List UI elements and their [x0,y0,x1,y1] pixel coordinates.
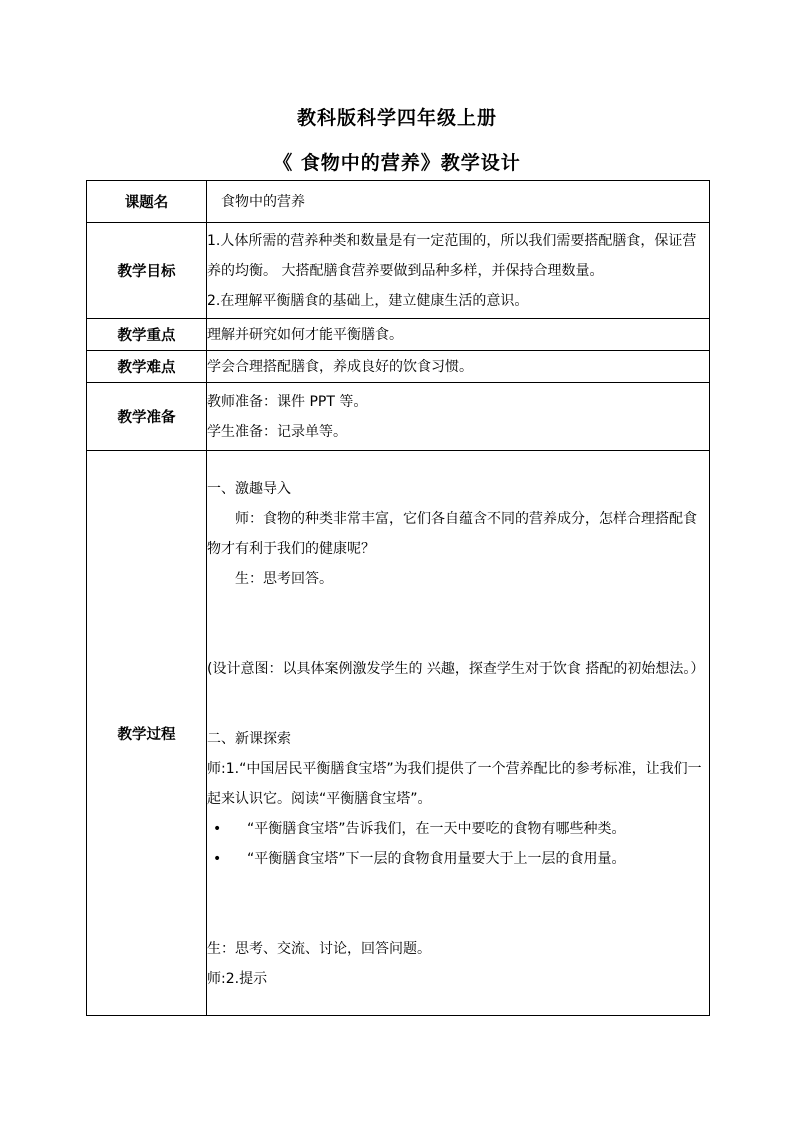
bullet-text: “平衡膳食宝塔”下一层的食物食用量要大于上一层的食用量。 [247,851,626,867]
student-discussion: 生：思考、交流、讨论，回答问题。 [207,941,431,957]
blank-space [207,594,709,654]
row-process [87,451,710,1016]
blank-space [207,874,709,934]
difficulty-label: 教学难点 [87,351,207,383]
row-key-point [87,319,710,351]
goals-content [207,223,710,319]
bullet-item [207,814,709,844]
document-subtitle: 《 食物中的营养》教学设计 [273,152,521,174]
goal-item-2: 2.在理解平衡膳食的基础上，建立健康生活的意识。 [207,292,529,309]
bullet-item [207,844,709,874]
blank-space [207,684,709,724]
goals-label: 教学目标 [87,223,207,319]
preparation-content [207,383,710,451]
bullet-icon: • [213,851,222,867]
bullet-text: “平衡膳食宝塔”告诉我们，在一天中要吃的食物有哪些种类。 [247,821,626,837]
row-preparation [87,383,710,451]
goal-item-1: 1.人体所需的营养种类和数量是有一定范围的，所以我们需要搭配膳食，保证营养的均衡。 大搭配膳食营养要做到品种多样，并保持合理数量。 [207,232,697,279]
key-point-value: 理解并研究如何才能平衡膳食。 [207,319,710,351]
section-explore-heading: 二、新课探索 [207,731,291,747]
process-label: 教学过程 [87,451,207,1016]
teacher-step-2: 师:2.提示 [207,971,268,987]
section-intro-heading: 一、激趣导入 [207,481,291,497]
document-title: 教科版科学四年级上册 [296,107,497,129]
row-goals [87,223,710,319]
difficulty-value: 学会合理搭配膳食，养成良好的饮食习惯。 [207,351,710,383]
process-content [207,451,710,1016]
row-topic [87,181,710,223]
lesson-plan-table [86,180,710,1016]
topic-label: 课题名 [87,181,207,223]
teacher-step-1: 师:1.“中国居民平衡膳食宝塔”为我们提供了一个营养配比的参考标准，让我们一起来认识它。阅读“平衡膳食宝塔”。 [207,761,702,807]
student-preparation: 学生准备：记录单等。 [207,423,347,440]
student-answer: 生：思考回答。 [235,571,333,587]
design-intent-note: (设计意图：以具体案例激发学生的 兴趣，探查学生对于饮食 搭配的初始想法。） [207,661,705,677]
teacher-question: 师：食物的种类非常丰富，它们各自蕴含不同的营养成分，怎样合理搭配食物才有利于我们的健康呢？ [207,511,697,557]
key-point-label: 教学重点 [87,319,207,351]
row-difficulty [87,351,710,383]
bullet-icon: • [213,821,222,837]
teacher-preparation: 教师准备：课件 PPT 等。 [207,393,368,410]
preparation-label: 教学准备 [87,383,207,451]
topic-value: 食物中的营养 [207,181,710,223]
